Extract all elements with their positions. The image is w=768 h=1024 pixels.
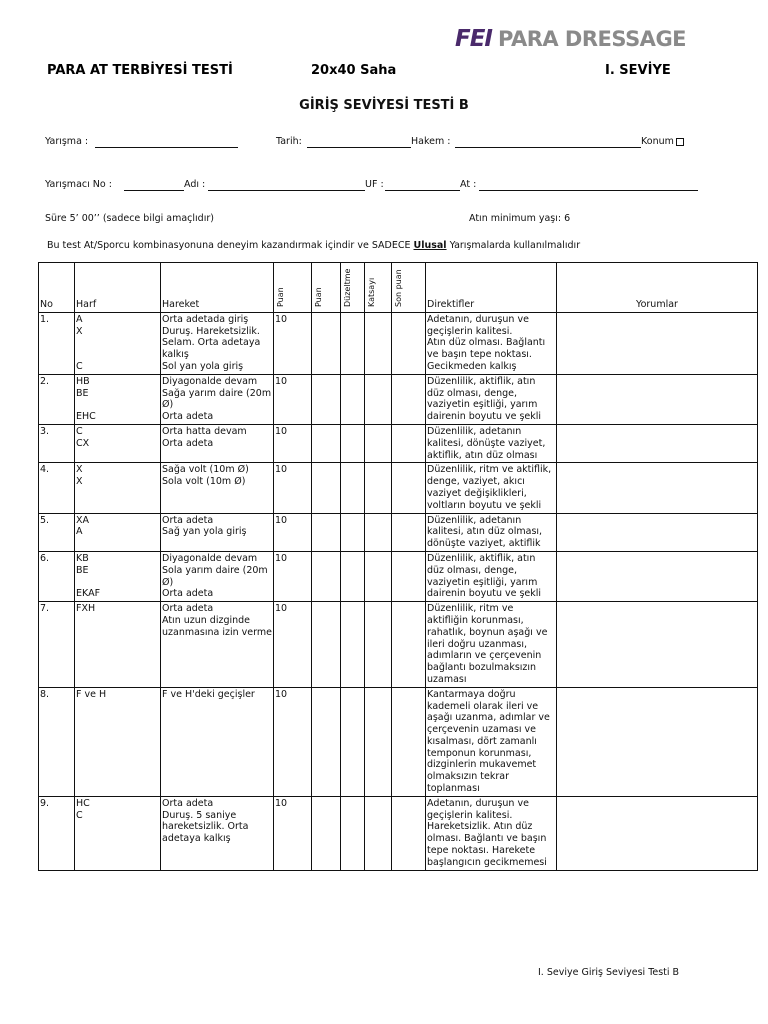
header-direktifler: Direktifler (426, 263, 557, 313)
son-puan-cell[interactable] (392, 796, 426, 870)
hareket: Orta adeta Sağ yan yola giriş (161, 513, 274, 551)
katsayi-cell[interactable] (365, 463, 392, 513)
direktifler: Adetanın, duruşun ve geçişlerin kalitesi. Hareketsizlik. Atın düz olması. Bağlantı ve başın tepe noktası. Harekete başlangıcın gecikmemesi (426, 796, 557, 870)
para-dressage-wordmark: PARA DRESSAGE (497, 27, 687, 51)
table-row (39, 463, 758, 513)
hareket: F ve H'deki geçişler (161, 687, 274, 796)
duzeltme-cell[interactable] (341, 796, 365, 870)
header-no: No (39, 263, 75, 313)
at-label: At : (460, 179, 477, 190)
son-puan-cell[interactable] (392, 374, 426, 424)
son-puan-cell[interactable] (392, 463, 426, 513)
note-underline-ulusal: Ulusal (413, 240, 447, 251)
no: 5. (39, 513, 75, 551)
katsayi-cell[interactable] (365, 424, 392, 462)
duzeltme-cell[interactable] (341, 463, 365, 513)
hakem-field[interactable] (455, 147, 641, 148)
yarismaci-no-label: Yarışmacı No : (45, 179, 112, 190)
yorumlar-cell[interactable] (557, 687, 758, 796)
harf: HC C (75, 796, 161, 870)
duzeltme-cell[interactable] (341, 424, 365, 462)
header-harf: Harf (75, 263, 161, 313)
hakem-label: Hakem : (411, 136, 451, 147)
header-puan (312, 263, 341, 313)
test-title: PARA AT TERBİYESİ TESTİ (47, 63, 233, 78)
page-footer: I. Seviye Giriş Seviyesi Testi B (538, 967, 680, 978)
yorumlar-cell[interactable] (557, 312, 758, 374)
direktifler: Düzenlilik, ritm ve aktiflik, denge, vaziyet, akıcı vaziyet değişiklikleri, voltların boyutu ve şekli (426, 463, 557, 513)
tarih-field[interactable] (307, 147, 411, 148)
test-subtitle: GİRİŞ SEVİYESİ TESTİ B (299, 98, 469, 113)
uf-field[interactable] (385, 190, 460, 191)
duzeltme-cell[interactable] (341, 374, 365, 424)
hareket: Orta adetada giriş Duruş. Hareketsizlik. Selam. Orta adetaya kalkış Sol yan yola giriş (161, 312, 274, 374)
no: 1. (39, 312, 75, 374)
direktifler: Düzenlilik, aktiflik, atın düz olması, denge, vaziyetin eşitliği, yarım dairenin boyutu ve şekli (426, 374, 557, 424)
minimum-age-note: Atın minimum yaşı: 6 (469, 213, 571, 224)
son-puan-cell[interactable] (392, 551, 426, 601)
table-row (39, 602, 758, 688)
no: 9. (39, 796, 75, 870)
son-puan-cell[interactable] (392, 602, 426, 688)
at-field[interactable] (479, 190, 698, 191)
yarisma-field[interactable] (95, 147, 238, 148)
duration-note: Süre 5’ 00’’ (sadece bilgi amaçlıdır) (45, 213, 214, 224)
puan-max: 10 (274, 374, 312, 424)
header-son-puan (392, 263, 426, 313)
harf: F ve H (75, 687, 161, 796)
no: 4. (39, 463, 75, 513)
fei-para-dressage-logo (455, 26, 717, 52)
katsayi-cell[interactable] (365, 513, 392, 551)
hareket: Diyagonalde devam Sola yarım daire (20m Ø) Orta adeta (161, 551, 274, 601)
yorumlar-cell[interactable] (557, 602, 758, 688)
yorumlar-cell[interactable] (557, 513, 758, 551)
duzeltme-cell[interactable] (341, 687, 365, 796)
header-puan-max (274, 263, 312, 313)
national-use-note (47, 240, 580, 251)
konum-field[interactable] (641, 136, 684, 147)
hareket: Orta hatta devam Orta adeta (161, 424, 274, 462)
fei-logo-mark: FEI (455, 26, 492, 52)
table-row (39, 312, 758, 374)
puan-cell[interactable] (312, 687, 341, 796)
table-header-row (39, 263, 758, 313)
harf: C CX (75, 424, 161, 462)
hareket: Orta adeta Duruş. 5 saniye hareketsizlik. Orta adetaya kalkış (161, 796, 274, 870)
son-puan-cell[interactable] (392, 687, 426, 796)
header-yorumlar: Yorumlar (557, 263, 758, 313)
table-row (39, 513, 758, 551)
puan-max: 10 (274, 602, 312, 688)
direktifler: Adetanın, duruşun ve geçişlerin kalitesi. Atın düz olması. Bağlantı ve başın tepe noktası. Gecikmeden kalkış (426, 312, 557, 374)
hareket: Orta adeta Atın uzun dizginde uzanmasına izin verme (161, 602, 274, 688)
adi-field[interactable] (208, 190, 365, 191)
harf: FXH (75, 602, 161, 688)
no: 3. (39, 424, 75, 462)
direktifler: Düzenlilik, adetanın kalitesi, dönüşte vaziyet, aktiflik, atın düz olması (426, 424, 557, 462)
level-label: I. SEVİYE (605, 63, 671, 78)
yorumlar-cell[interactable] (557, 796, 758, 870)
katsayi-cell[interactable] (365, 796, 392, 870)
header-son-puan-label: Son puan (394, 269, 403, 307)
yorumlar-cell[interactable] (557, 463, 758, 513)
direktifler: Düzenlilik, aktiflik, atın düz olması, denge, vaziyetin eşitliği, yarım dairenin boyutu ve şekli (426, 551, 557, 601)
table-row (39, 687, 758, 796)
yorumlar-cell[interactable] (557, 424, 758, 462)
son-puan-cell[interactable] (392, 424, 426, 462)
header-duzeltme-label: Düzeltme (343, 268, 352, 307)
son-puan-cell[interactable] (392, 312, 426, 374)
puan-cell[interactable] (312, 463, 341, 513)
puan-max: 10 (274, 424, 312, 462)
katsayi-cell[interactable] (365, 551, 392, 601)
duzeltme-cell[interactable] (341, 513, 365, 551)
header-duzeltme (341, 263, 365, 313)
hareket: Sağa volt (10m Ø) Sola volt (10m Ø) (161, 463, 274, 513)
no: 2. (39, 374, 75, 424)
direktifler: Kantarmaya doğru kademeli olarak ileri ve aşağı uzanma, adımlar ve çerçevenin uzaması ve kısalması, dört zamanlı temponun korunması, dizginlerin mukavemet olmaksızın tekrar toplanması (426, 687, 557, 796)
arena-size: 20x40 Saha (311, 63, 397, 78)
table-row (39, 424, 758, 462)
puan-max: 10 (274, 513, 312, 551)
son-puan-cell[interactable] (392, 513, 426, 551)
header-katsayi (365, 263, 392, 313)
konum-label: Konum (641, 136, 674, 147)
katsayi-cell[interactable] (365, 602, 392, 688)
header-katsayi-label: Katsayı (367, 277, 376, 307)
puan-cell[interactable] (312, 602, 341, 688)
direktifler: Düzenlilik, adetanın kalitesi, atın düz olması, dönüşte vaziyet, aktiflik (426, 513, 557, 551)
puan-cell[interactable] (312, 312, 341, 374)
harf: XA A (75, 513, 161, 551)
katsayi-cell[interactable] (365, 312, 392, 374)
puan-cell[interactable] (312, 796, 341, 870)
tarih-label: Tarih: (276, 136, 302, 147)
table-row (39, 796, 758, 870)
yorumlar-cell[interactable] (557, 551, 758, 601)
katsayi-cell[interactable] (365, 687, 392, 796)
harf: X X (75, 463, 161, 513)
uf-label: UF : (365, 179, 384, 190)
harf: HB BE EHC (75, 374, 161, 424)
duzeltme-cell[interactable] (341, 602, 365, 688)
no: 8. (39, 687, 75, 796)
yarismaci-no-field[interactable] (124, 190, 184, 191)
puan-max: 10 (274, 687, 312, 796)
yarisma-label: Yarışma : (45, 136, 89, 147)
katsayi-cell[interactable] (365, 374, 392, 424)
header-puan-max-label: Puan (276, 287, 285, 307)
no: 6. (39, 551, 75, 601)
header-hareket: Hareket (161, 263, 274, 313)
header-puan-label: Puan (314, 287, 323, 307)
no: 7. (39, 602, 75, 688)
puan-cell[interactable] (312, 374, 341, 424)
note-text-after: Yarışmalarda kullanılmalıdır (446, 240, 581, 251)
puan-max: 10 (274, 551, 312, 601)
puan-max: 10 (274, 796, 312, 870)
puan-max: 10 (274, 463, 312, 513)
harf: KB BE EKAF (75, 551, 161, 601)
harf: A X C (75, 312, 161, 374)
scoring-table (38, 262, 758, 871)
puan-cell[interactable] (312, 551, 341, 601)
puan-cell[interactable] (312, 513, 341, 551)
adi-label: Adı : (184, 179, 206, 190)
table-row (39, 374, 758, 424)
hareket: Diyagonalde devam Sağa yarım daire (20m Ø) Orta adeta (161, 374, 274, 424)
duzeltme-cell[interactable] (341, 551, 365, 601)
note-text-before: Bu test At/Sporcu kombinasyonuna deneyim kazandırmak içindir ve SADECE (47, 240, 414, 251)
duzeltme-cell[interactable] (341, 312, 365, 374)
yorumlar-cell[interactable] (557, 374, 758, 424)
table-row (39, 551, 758, 601)
direktifler: Düzenlilik, ritm ve aktifliğin korunması, rahatlık, boynun aşağı ve ileri doğru uzanması, adımların ve çerçevenin bağlantı bozulmaksızın uzaması (426, 602, 557, 688)
puan-max: 10 (274, 312, 312, 374)
konum-checkbox-icon[interactable] (676, 138, 684, 146)
puan-cell[interactable] (312, 424, 341, 462)
